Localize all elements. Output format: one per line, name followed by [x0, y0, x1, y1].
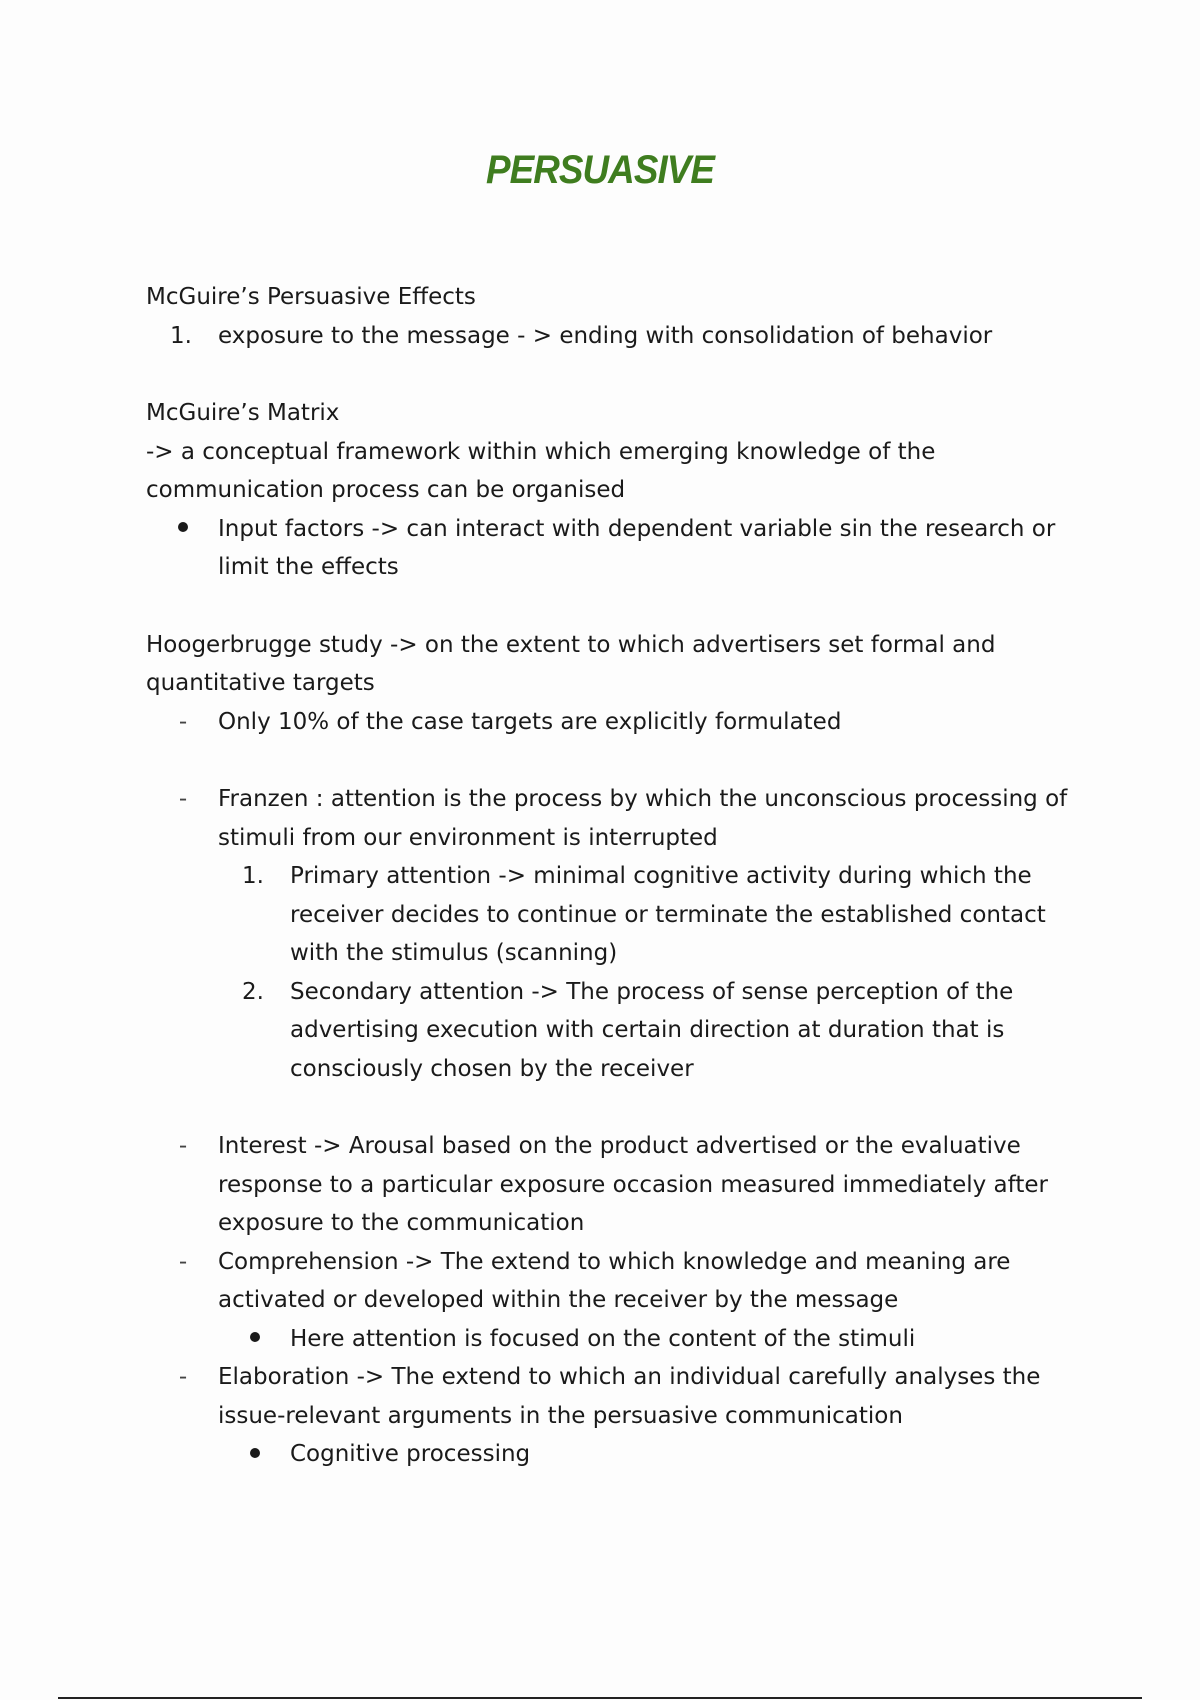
list-item-text: consciously chosen by the receiver	[290, 1055, 694, 1082]
paragraph-line: communication process can be organised	[146, 477, 626, 503]
bullet-item	[146, 1320, 1066, 1359]
list-item-text: Comprehension -> The extend to which knowledge and meaning are	[218, 1248, 1011, 1275]
bullet-icon	[240, 1320, 270, 1359]
dash-item	[146, 703, 1066, 742]
list-item-text: advertising execution with certain direction at duration that is	[290, 1017, 1005, 1043]
section-heading-mcguire-effects: McGuire’s Persuasive Effects	[146, 284, 476, 310]
list-item-text: with the stimulus (scanning)	[290, 940, 618, 966]
list-item-text: response to a particular exposure occasion measured immediately after	[218, 1171, 1048, 1198]
bullet-icon	[240, 1435, 270, 1474]
list-item-text: activated or developed within the receiver by the message	[218, 1287, 899, 1313]
list-item-text: Input factors -> can interact with dependent variable sin the research or	[218, 515, 1056, 542]
dash-item	[146, 1127, 1066, 1243]
bullet-icon	[168, 510, 198, 549]
list-item-text: receiver decides to continue or terminate the established contact	[290, 901, 1046, 928]
paragraph-line: quantitative targets	[146, 670, 375, 696]
paragraph-line: -> a conceptual framework within which emerging knowledge of the	[146, 438, 936, 465]
section-heading-mcguire-matrix: McGuire’s Matrix	[146, 400, 340, 426]
list-item-text: Cognitive processing	[290, 1441, 531, 1467]
list-number: 1.	[170, 322, 192, 349]
document-body	[146, 278, 1066, 1474]
list-item-text: exposure to the message - > ending with consolidation of behavior	[218, 322, 993, 349]
bullet-item	[146, 1435, 1066, 1474]
list-number: 1.	[242, 863, 264, 889]
numbered-item	[146, 857, 1066, 973]
list-item-text: Secondary attention -> The process of sense perception of the	[290, 978, 1014, 1005]
numbered-item	[146, 317, 1066, 356]
paragraph-line: Hoogerbrugge study -> on the extent to which advertisers set formal and	[146, 631, 996, 658]
footer-divider	[58, 1697, 1142, 1699]
list-item-text: exposure to the communication	[218, 1210, 585, 1236]
list-item-text: Only 10% of the case targets are explicitly formulated	[218, 708, 842, 735]
list-item-text: issue-relevant arguments in the persuasive communication	[218, 1402, 903, 1429]
page-title: PERSUASIVE	[485, 148, 715, 192]
bullet-item	[146, 510, 1066, 587]
list-item-text: Elaboration -> The extend to which an individual carefully analyses the	[218, 1364, 1041, 1390]
dash-marker: -	[178, 1248, 188, 1275]
list-item-text: Here attention is focused on the content of the stimuli	[290, 1325, 916, 1352]
numbered-item	[146, 973, 1066, 1089]
dash-item	[146, 1358, 1066, 1435]
list-item-text: Primary attention -> minimal cognitive activity during which the	[290, 863, 1032, 889]
list-item-text: Franzen : attention is the process by which the unconscious processing of	[218, 786, 1068, 812]
dash-marker: -	[178, 708, 188, 735]
dash-item	[146, 780, 1066, 857]
dash-item	[146, 1243, 1066, 1320]
dash-marker: -	[178, 786, 188, 812]
list-item-text: limit the effects	[218, 554, 399, 580]
list-item-text: stimuli from our environment is interrupted	[218, 824, 718, 851]
list-number: 2.	[242, 978, 264, 1005]
list-item-text: Interest -> Arousal based on the product advertised or the evaluative	[218, 1133, 1021, 1159]
dash-marker: -	[178, 1364, 188, 1390]
dash-marker: -	[178, 1133, 188, 1159]
